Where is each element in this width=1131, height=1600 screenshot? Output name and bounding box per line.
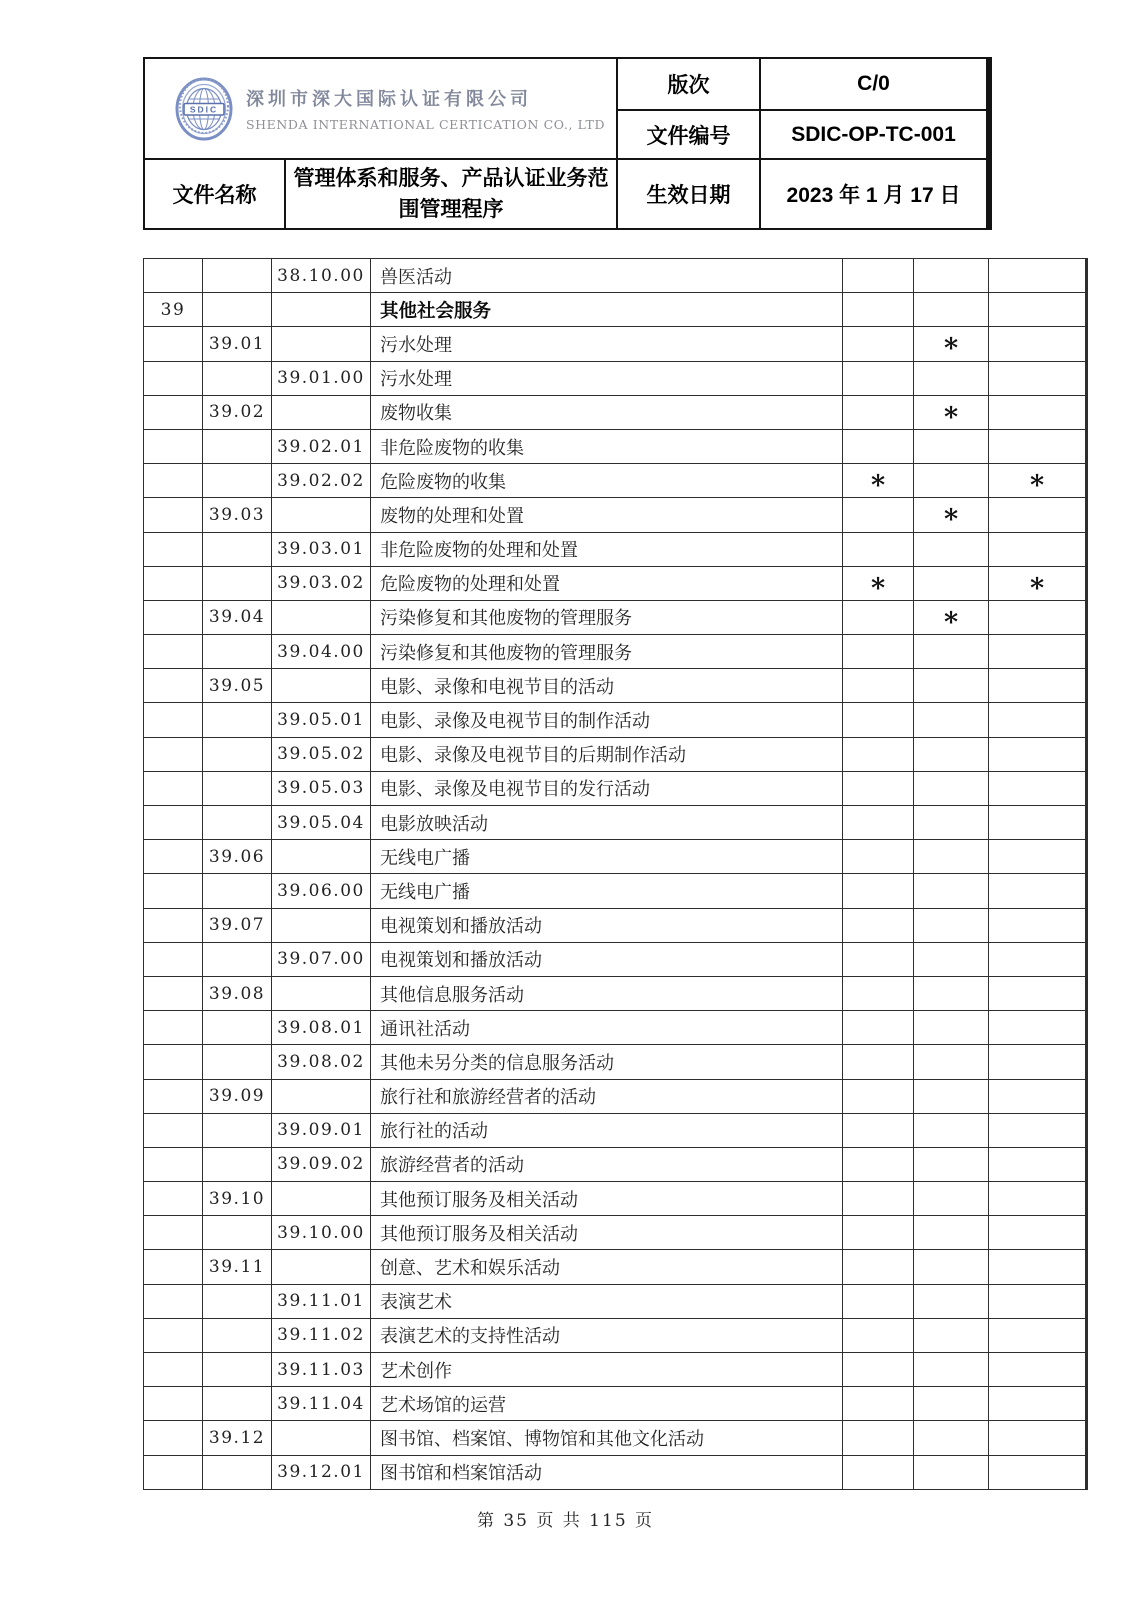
cell-mark-b — [914, 1456, 988, 1489]
doc-number-value: SDIC-OP-TC-001 — [761, 111, 986, 158]
classification-table — [143, 258, 1088, 1490]
cell-mark-c — [989, 362, 1085, 395]
cell-mark-c — [989, 601, 1085, 634]
cell-level1-code — [144, 703, 202, 736]
cell-description: 电影放映活动 — [371, 806, 842, 839]
cell-level2-code: 39.01 — [203, 327, 271, 360]
cell-mark-a: * — [843, 464, 913, 497]
cell-mark-b: * — [914, 327, 988, 360]
cell-level2-code — [203, 533, 271, 566]
cell-mark-b — [914, 1182, 988, 1215]
cell-description: 危险废物的收集 — [371, 464, 842, 497]
cell-level1-code — [144, 1148, 202, 1181]
cell-mark-a — [843, 259, 913, 292]
cell-mark-a — [843, 1285, 913, 1318]
cell-level3-code — [272, 293, 370, 326]
cell-description: 其他预订服务及相关活动 — [371, 1216, 842, 1249]
cell-mark-a — [843, 1319, 913, 1352]
cell-mark-b — [914, 909, 988, 942]
cell-mark-c — [989, 1148, 1085, 1181]
cell-level3-code — [272, 601, 370, 634]
document-header-table — [143, 57, 992, 230]
cell-mark-c — [989, 738, 1085, 771]
cell-description: 创意、艺术和娱乐活动 — [371, 1250, 842, 1283]
cell-level3-code: 39.07.00 — [272, 943, 370, 976]
cell-mark-a — [843, 1182, 913, 1215]
cell-mark-b — [914, 703, 988, 736]
cell-level1-code — [144, 635, 202, 668]
cell-level3-code: 39.09.01 — [272, 1114, 370, 1147]
cell-mark-c — [989, 1456, 1085, 1489]
cell-level3-code — [272, 1080, 370, 1113]
cell-mark-c — [989, 293, 1085, 326]
cell-description: 污水处理 — [371, 327, 842, 360]
cell-level2-code — [203, 1114, 271, 1147]
cell-level3-code: 38.10.00 — [272, 259, 370, 292]
cell-description: 艺术创作 — [371, 1353, 842, 1386]
cell-mark-c — [989, 909, 1085, 942]
cell-description: 旅游经营者的活动 — [371, 1148, 842, 1181]
cell-description: 其他未另分类的信息服务活动 — [371, 1045, 842, 1078]
cell-mark-a — [843, 1114, 913, 1147]
cell-mark-b — [914, 806, 988, 839]
cell-level2-code — [203, 1045, 271, 1078]
cell-mark-c — [989, 874, 1085, 907]
cell-level2-code: 39.02 — [203, 396, 271, 429]
cell-mark-a — [843, 1387, 913, 1420]
cell-mark-b — [914, 1148, 988, 1181]
cell-level1-code — [144, 259, 202, 292]
cell-level3-code: 39.11.03 — [272, 1353, 370, 1386]
cell-level3-code: 39.03.02 — [272, 567, 370, 600]
cell-level2-code — [203, 1216, 271, 1249]
cell-mark-b — [914, 840, 988, 873]
cell-level2-code — [203, 772, 271, 805]
cell-level1-code — [144, 1387, 202, 1420]
cell-level1-code — [144, 464, 202, 497]
cell-level3-code — [272, 840, 370, 873]
cell-mark-a — [843, 362, 913, 395]
cell-level3-code — [272, 327, 370, 360]
cell-mark-a — [843, 293, 913, 326]
cell-mark-b — [914, 259, 988, 292]
cell-description: 污染修复和其他废物的管理服务 — [371, 635, 842, 668]
cell-level3-code: 39.11.04 — [272, 1387, 370, 1420]
cell-level2-code: 39.05 — [203, 669, 271, 702]
cell-level1-code — [144, 1319, 202, 1352]
cell-description: 非危险废物的收集 — [371, 430, 842, 463]
cell-level2-code — [203, 738, 271, 771]
cell-mark-a — [843, 669, 913, 702]
cell-level1-code — [144, 874, 202, 907]
cell-level1-code — [144, 1011, 202, 1044]
cell-description: 图书馆、档案馆、博物馆和其他文化活动 — [371, 1421, 842, 1454]
cell-mark-b — [914, 533, 988, 566]
cell-level2-code: 39.04 — [203, 601, 271, 634]
cell-mark-a — [843, 533, 913, 566]
cell-level2-code — [203, 464, 271, 497]
cell-level1-code — [144, 772, 202, 805]
cell-level1-code — [144, 840, 202, 873]
cell-level3-code: 39.01.00 — [272, 362, 370, 395]
doc-name-value: 管理体系和服务、产品认证业务范围管理程序 — [293, 167, 609, 221]
cell-level1-code — [144, 909, 202, 942]
cell-description: 电视策划和播放活动 — [371, 943, 842, 976]
cell-description: 电影、录像及电视节目的发行活动 — [371, 772, 842, 805]
cell-level1-code — [144, 1250, 202, 1283]
cell-mark-c — [989, 840, 1085, 873]
cell-description: 电影、录像及电视节目的制作活动 — [371, 703, 842, 736]
cell-mark-b — [914, 1387, 988, 1420]
cell-level2-code — [203, 806, 271, 839]
cell-level2-code: 39.06 — [203, 840, 271, 873]
cell-description: 废物的处理和处置 — [371, 498, 842, 531]
cell-level2-code: 39.09 — [203, 1080, 271, 1113]
cell-mark-b — [914, 567, 988, 600]
cell-level2-code — [203, 430, 271, 463]
cell-mark-b — [914, 430, 988, 463]
cell-mark-c — [989, 703, 1085, 736]
cell-level1-code — [144, 943, 202, 976]
cell-level2-code — [203, 1387, 271, 1420]
cell-mark-b — [914, 1011, 988, 1044]
cell-level1-code: 39 — [144, 293, 202, 326]
cell-level1-code — [144, 362, 202, 395]
cell-mark-b — [914, 1421, 988, 1454]
cell-mark-b — [914, 874, 988, 907]
effective-date-value: 2023 年 1 月 17 日 — [761, 160, 986, 228]
cell-mark-a — [843, 703, 913, 736]
cell-level1-code — [144, 567, 202, 600]
cell-mark-c — [989, 1011, 1085, 1044]
company-header-cell — [145, 59, 616, 158]
cell-level2-code — [203, 1319, 271, 1352]
cell-level3-code: 39.11.02 — [272, 1319, 370, 1352]
doc-number-label: 文件编号 — [618, 111, 759, 158]
cell-mark-a — [843, 806, 913, 839]
company-name-cn: 深圳市深大国际认证有限公司 — [246, 89, 532, 110]
cell-description: 污染修复和其他废物的管理服务 — [371, 601, 842, 634]
cell-description: 表演艺术的支持性活动 — [371, 1319, 842, 1352]
cell-mark-a — [843, 498, 913, 531]
cell-level3-code — [272, 1421, 370, 1454]
cell-level3-code: 39.09.02 — [272, 1148, 370, 1181]
doc-name-label: 文件名称 — [145, 160, 284, 228]
cell-level1-code — [144, 396, 202, 429]
cell-level2-code: 39.07 — [203, 909, 271, 942]
cell-description: 其他预订服务及相关活动 — [371, 1182, 842, 1215]
sdic-logo-icon — [175, 77, 233, 141]
cell-mark-b — [914, 1250, 988, 1283]
cell-description: 污水处理 — [371, 362, 842, 395]
cell-mark-c — [989, 259, 1085, 292]
effective-date-label: 生效日期 — [618, 160, 759, 228]
cell-mark-b — [914, 1045, 988, 1078]
cell-level1-code — [144, 1045, 202, 1078]
cell-level1-code — [144, 977, 202, 1010]
cell-level2-code: 39.11 — [203, 1250, 271, 1283]
cell-level3-code: 39.04.00 — [272, 635, 370, 668]
cell-level1-code — [144, 806, 202, 839]
cell-level3-code: 39.02.01 — [272, 430, 370, 463]
cell-mark-b: * — [914, 498, 988, 531]
cell-level2-code: 39.10 — [203, 1182, 271, 1215]
version-label: 版次 — [618, 59, 759, 109]
cell-mark-b — [914, 1080, 988, 1113]
cell-mark-c — [989, 1216, 1085, 1249]
cell-mark-c — [989, 396, 1085, 429]
cell-level2-code: 39.12 — [203, 1421, 271, 1454]
cell-mark-a — [843, 874, 913, 907]
cell-mark-c — [989, 533, 1085, 566]
cell-description: 危险废物的处理和处置 — [371, 567, 842, 600]
cell-description: 废物收集 — [371, 396, 842, 429]
cell-description: 其他信息服务活动 — [371, 977, 842, 1010]
cell-mark-a — [843, 1148, 913, 1181]
cell-mark-b — [914, 464, 988, 497]
cell-mark-c — [989, 327, 1085, 360]
cell-level2-code: 39.03 — [203, 498, 271, 531]
cell-mark-b — [914, 1114, 988, 1147]
cell-level2-code — [203, 1148, 271, 1181]
cell-level1-code — [144, 327, 202, 360]
cell-description: 表演艺术 — [371, 1285, 842, 1318]
cell-level3-code: 39.11.01 — [272, 1285, 370, 1318]
cell-mark-b — [914, 635, 988, 668]
cell-mark-a — [843, 327, 913, 360]
cell-mark-b — [914, 1285, 988, 1318]
cell-mark-a — [843, 396, 913, 429]
cell-description: 兽医活动 — [371, 259, 842, 292]
cell-mark-a — [843, 1080, 913, 1113]
cell-mark-a — [843, 430, 913, 463]
cell-mark-c — [989, 635, 1085, 668]
cell-level1-code — [144, 430, 202, 463]
cell-mark-b — [914, 1216, 988, 1249]
cell-mark-b — [914, 669, 988, 702]
cell-mark-a — [843, 977, 913, 1010]
cell-level1-code — [144, 1456, 202, 1489]
cell-mark-c — [989, 943, 1085, 976]
cell-level1-code — [144, 498, 202, 531]
cell-description: 电影、录像和电视节目的活动 — [371, 669, 842, 702]
cell-level3-code — [272, 977, 370, 1010]
cell-mark-b — [914, 1353, 988, 1386]
cell-level1-code — [144, 1421, 202, 1454]
cell-mark-c — [989, 1285, 1085, 1318]
cell-level3-code: 39.02.02 — [272, 464, 370, 497]
cell-mark-b — [914, 772, 988, 805]
cell-mark-a — [843, 635, 913, 668]
cell-level3-code: 39.08.02 — [272, 1045, 370, 1078]
cell-level1-code — [144, 1182, 202, 1215]
cell-mark-b: * — [914, 601, 988, 634]
cell-description: 艺术场馆的运营 — [371, 1387, 842, 1420]
cell-mark-a — [843, 1250, 913, 1283]
cell-level3-code: 39.03.01 — [272, 533, 370, 566]
cell-mark-c — [989, 1353, 1085, 1386]
cell-mark-a — [843, 738, 913, 771]
cell-mark-a — [843, 1045, 913, 1078]
cell-level3-code: 39.05.03 — [272, 772, 370, 805]
cell-mark-c — [989, 1250, 1085, 1283]
cell-mark-a — [843, 1216, 913, 1249]
cell-description: 通讯社活动 — [371, 1011, 842, 1044]
cell-mark-c — [989, 1045, 1085, 1078]
cell-description: 其他社会服务 — [371, 293, 842, 326]
cell-level2-code — [203, 1456, 271, 1489]
cell-mark-b — [914, 362, 988, 395]
cell-level1-code — [144, 1114, 202, 1147]
cell-level1-code — [144, 1080, 202, 1113]
cell-level3-code — [272, 909, 370, 942]
cell-level3-code — [272, 1182, 370, 1215]
cell-mark-c — [989, 1182, 1085, 1215]
logo-text: SDIC — [189, 104, 219, 114]
cell-mark-c — [989, 977, 1085, 1010]
cell-level1-code — [144, 601, 202, 634]
cell-mark-a: * — [843, 567, 913, 600]
cell-level1-code — [144, 1285, 202, 1318]
cell-description: 非危险废物的处理和处置 — [371, 533, 842, 566]
cell-mark-b — [914, 1319, 988, 1352]
company-name-en: SHENDA INTERNATIONAL CERTICATION CO., LTD — [246, 117, 606, 132]
cell-mark-c — [989, 1421, 1085, 1454]
cell-description: 图书馆和档案馆活动 — [371, 1456, 842, 1489]
cell-level2-code — [203, 943, 271, 976]
cell-level1-code — [144, 669, 202, 702]
cell-mark-a — [843, 909, 913, 942]
cell-mark-c — [989, 1114, 1085, 1147]
cell-level2-code — [203, 703, 271, 736]
cell-mark-c — [989, 772, 1085, 805]
cell-level2-code — [203, 567, 271, 600]
cell-mark-b — [914, 738, 988, 771]
cell-mark-a — [843, 1353, 913, 1386]
cell-level3-code: 39.05.04 — [272, 806, 370, 839]
cell-level2-code: 39.08 — [203, 977, 271, 1010]
cell-mark-c — [989, 1080, 1085, 1113]
cell-level3-code: 39.06.00 — [272, 874, 370, 907]
cell-mark-c — [989, 1319, 1085, 1352]
cell-mark-c — [989, 498, 1085, 531]
cell-mark-c — [989, 430, 1085, 463]
version-value: C/0 — [761, 59, 986, 109]
cell-level3-code: 39.12.01 — [272, 1456, 370, 1489]
cell-level3-code: 39.10.00 — [272, 1216, 370, 1249]
cell-level3-code — [272, 669, 370, 702]
cell-level2-code — [203, 635, 271, 668]
cell-mark-b: * — [914, 396, 988, 429]
cell-level2-code — [203, 362, 271, 395]
cell-level1-code — [144, 1216, 202, 1249]
cell-level2-code — [203, 1011, 271, 1044]
page-number-footer: 第 35 页 共 115 页 — [476, 1511, 655, 1531]
cell-mark-a — [843, 943, 913, 976]
cell-mark-c — [989, 669, 1085, 702]
cell-description: 旅行社的活动 — [371, 1114, 842, 1147]
cell-level2-code — [203, 259, 271, 292]
cell-level3-code: 39.05.02 — [272, 738, 370, 771]
cell-mark-c: * — [989, 567, 1085, 600]
cell-level1-code — [144, 738, 202, 771]
cell-mark-a — [843, 840, 913, 873]
cell-level3-code — [272, 396, 370, 429]
cell-mark-b — [914, 293, 988, 326]
cell-level3-code — [272, 498, 370, 531]
cell-mark-c — [989, 1387, 1085, 1420]
cell-mark-b — [914, 977, 988, 1010]
cell-level1-code — [144, 533, 202, 566]
cell-mark-b — [914, 943, 988, 976]
cell-description: 旅行社和旅游经营者的活动 — [371, 1080, 842, 1113]
cell-mark-a — [843, 1456, 913, 1489]
cell-mark-c — [989, 806, 1085, 839]
cell-level1-code — [144, 1353, 202, 1386]
company-name-block — [246, 85, 605, 132]
cell-mark-a — [843, 1011, 913, 1044]
doc-name-cell — [286, 160, 616, 228]
cell-level3-code — [272, 1250, 370, 1283]
cell-mark-a — [843, 772, 913, 805]
cell-level3-code: 39.08.01 — [272, 1011, 370, 1044]
cell-description: 电影、录像及电视节目的后期制作活动 — [371, 738, 842, 771]
cell-level2-code — [203, 293, 271, 326]
cell-level2-code — [203, 874, 271, 907]
cell-mark-c: * — [989, 464, 1085, 497]
cell-level2-code — [203, 1285, 271, 1318]
cell-level2-code — [203, 1353, 271, 1386]
cell-mark-a — [843, 601, 913, 634]
cell-description: 无线电广播 — [371, 840, 842, 873]
cell-mark-a — [843, 1421, 913, 1454]
cell-description: 电视策划和播放活动 — [371, 909, 842, 942]
cell-level3-code: 39.05.01 — [272, 703, 370, 736]
cell-description: 无线电广播 — [371, 874, 842, 907]
